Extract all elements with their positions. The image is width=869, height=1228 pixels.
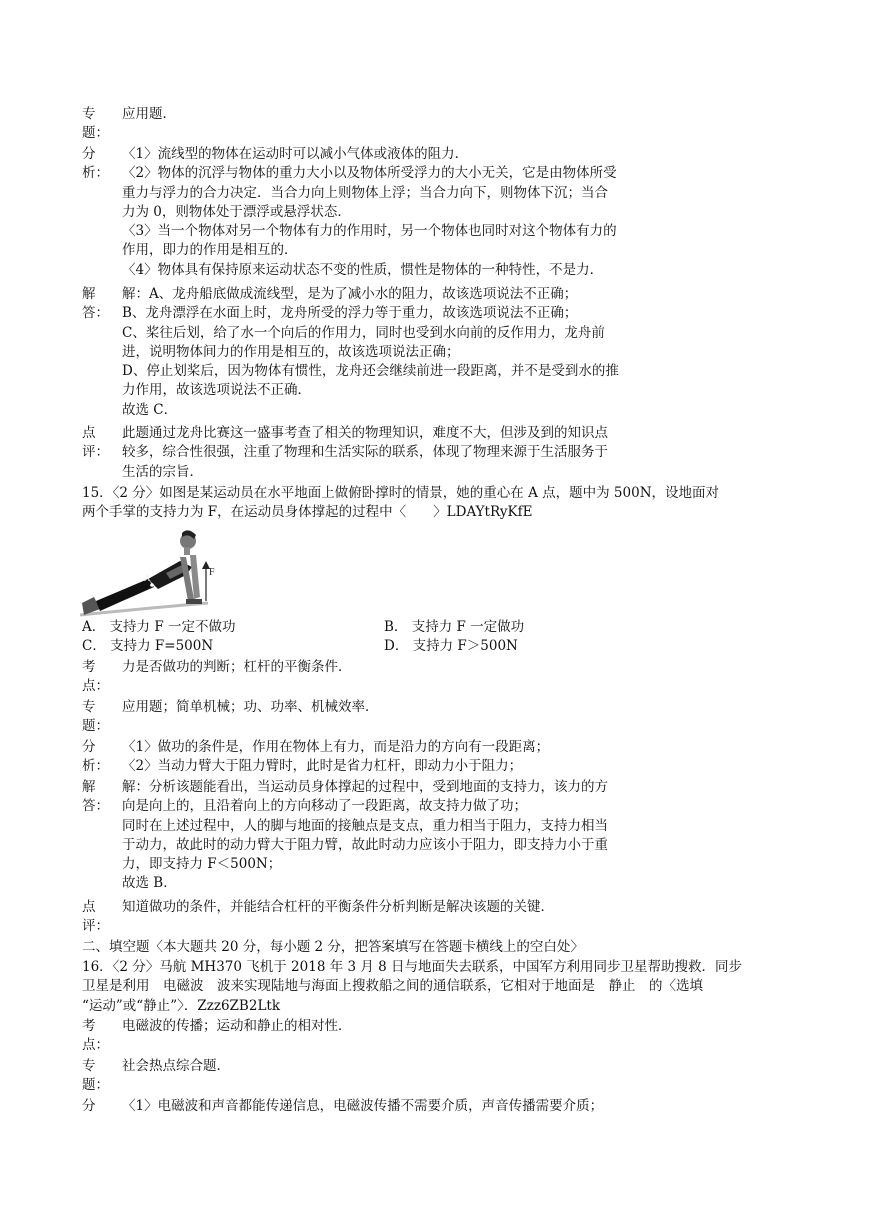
q14-topic-value: 应用题． (122, 106, 176, 122)
q14-analysis-label: 分 (82, 146, 96, 162)
q14-analysis (0, 145, 869, 280)
q15-answer-line: 向是向上的，且沿着向上的方向移动了一段距离，故支持力做了功； (122, 798, 527, 815)
q14-answer (0, 285, 869, 420)
q14-answer-line: C、桨往后划，给了水一个向后的作用力，同时也受到水向前的反作用力，龙舟前 (122, 324, 605, 341)
q14-analysis-line: 〈2〉物体的沉浮与物体的重力大小以及物体所受浮力的大小无关，它是由物体所受 (122, 165, 617, 182)
q15-analysis-line: 〈1〉做功的条件是，作用在物体上有力，而是沿力的方向有一段距离； (122, 739, 550, 755)
q14-comment-line: 较多，综合性很强，注重了物理和生活实际的联系，体现了物理来源于生活服务于 (122, 444, 608, 461)
q15-comment (0, 898, 869, 937)
q15-answer-line: 解：分析该题能看出，当运动员身体撑起的过程中，受到地面的支持力，该力的方 (122, 779, 608, 795)
q14-topic-label: 题： (82, 125, 109, 142)
q16-topic (0, 1057, 869, 1096)
q16-stem-line: “运动”或“静止”〉．Zzz6ZB2Ltk (82, 997, 281, 1014)
q16-point (0, 1017, 869, 1056)
q15-topic (0, 698, 869, 737)
section-two-heading: 二、填空题〈本大题共 20 分，每小题 2 分，把答案填写在答题卡横线上的空白处〉 (82, 939, 584, 955)
q16-point-value: 电磁波的传播；运动和静止的相对性． (122, 1018, 352, 1034)
q14-answer-line: 力作用，故该选项说法不正确． (122, 382, 311, 399)
q16-analysis (0, 1097, 869, 1116)
section-heading (0, 938, 869, 957)
q15-comment-value: 知道做功的条件，并能结合杠杆的平衡条件分析判断是解决该题的关键． (122, 899, 554, 915)
q15-analysis-label: 析： (82, 758, 109, 775)
q15-option-a: A． 支持力 F 一定不做功 (82, 619, 236, 635)
q14-answer-line: 故选 C． (122, 401, 178, 418)
pushup-figure (78, 523, 228, 621)
q15-analysis-label: 分 (82, 739, 96, 755)
figure-label-f: F (209, 567, 215, 578)
q15-answer-line: 力，即支持力 F＜500N； (122, 856, 282, 873)
q15-answer (0, 778, 869, 894)
q14-topic (0, 105, 869, 144)
q14-answer-label: 答： (82, 305, 109, 322)
q15-analysis-line: 〈2〉当动力臂大于阻力臂时，此时是省力杠杆，即动力小于阻力； (122, 758, 523, 775)
q15-options (0, 618, 869, 657)
figure-label-a: A (144, 573, 151, 583)
q14-answer-line: 进，说明物体间力的作用是相互的，故该选项说法正确； (122, 343, 460, 360)
q15-point-label: 考 (82, 659, 96, 675)
q15-point-value: 力是否做功的判断；杠杆的平衡条件． (122, 659, 352, 675)
q16-stem (0, 958, 869, 1016)
q15-comment-label: 评： (82, 918, 109, 935)
q14-answer-line: 解：A、龙舟船底做成流线型，是为了减小水的阻力，故该选项说法不正确； (122, 286, 578, 302)
q16-topic-label: 专 (82, 1058, 96, 1074)
q15-comment-label: 点 (82, 899, 96, 915)
q14-analysis-line: 力为 0，则物体处于漂浮或悬浮状态． (122, 203, 351, 220)
q14-analysis-label: 析： (82, 165, 109, 182)
q14-analysis-line: 作用，即力的作用是相互的． (122, 242, 298, 259)
q15-point (0, 658, 869, 697)
q16-analysis-line: 〈1〉电磁波和声音都能传递信息，电磁波传播不需要介质，声音传播需要介质； (122, 1098, 604, 1114)
q15-option-d: D． 支持力 F＞500N (384, 638, 518, 655)
q16-point-label: 考 (82, 1018, 96, 1034)
q14-comment-label: 点 (82, 425, 96, 441)
q16-stem-line: 卫星是利用 电磁波 波来实现陆地与海面上搜救船之间的通信联系，它相对于地面是 静止 的〈选填 (82, 978, 703, 995)
q14-analysis-line: 重力与浮力的合力决定．当合力向上则物体上浮；当合力向下，则物体下沉；当合 (122, 184, 608, 201)
q14-answer-label: 解 (82, 286, 96, 302)
q14-answer-line: D、停止划桨后，因为物体有惯性，龙舟还会继续前进一段距离，并不是受到水的推 (122, 363, 619, 380)
q14-analysis-line: 〈4〉物体具有保持原来运动状态不变的性质，惯性是物体的一种特性，不是力． (122, 261, 604, 278)
q16-stem-line: 16．〈2 分〉马航 MH370 飞机于 2018 年 3 月 8 日与地面失去联系，中国军方利用同步卫星帮助搜救．同步 (82, 959, 743, 975)
q14-comment-label: 评： (82, 444, 109, 461)
q14-comment-line: 生活的宗旨． (122, 463, 203, 480)
q15-topic-value: 应用题；简单机械；功、功率、机械效率． (122, 699, 379, 715)
q15-option-b: B． 支持力 F 一定做功 (384, 619, 525, 635)
q15-topic-label: 题： (82, 718, 109, 735)
q16-topic-label: 题： (82, 1077, 109, 1094)
q15-stem-line: 两个手掌的支持力为 F，在运动员身体撑起的过程中〈 〉LDAYtRyKfE (82, 504, 533, 521)
q16-point-label: 点： (82, 1037, 109, 1054)
q15-answer-label: 解 (82, 779, 96, 795)
q14-comment-line: 此题通过龙舟比赛这一盛事考查了相关的物理知识，难度不大，但涉及到的知识点 (122, 425, 608, 441)
q15-point-label: 点： (82, 678, 109, 695)
q14-analysis-line: 〈3〉当一个物体对另一个物体有力的作用时，另一个物体也同时对这个物体有力的 (122, 223, 617, 240)
q15-topic-label: 专 (82, 699, 96, 715)
q15-option-c: C． 支持力 F=500N (82, 638, 214, 655)
q15-analysis (0, 738, 869, 777)
q14-topic-label: 专 (82, 106, 96, 122)
q14-answer-line: B、龙舟漂浮在水面上时，龙舟所受的浮力等于重力，故该选项说法不正确； (122, 305, 578, 322)
q15-answer-line: 于动力，故此时的动力臂大于阻力臂，故此时动力应该小于阻力，即支持力小于重 (122, 836, 608, 853)
q15-answer-label: 答： (82, 798, 109, 815)
q15-answer-line: 故选 B． (122, 875, 177, 892)
q15-answer-line: 同时在上述过程中，人的脚与地面的接触点是支点，重力相当于阻力，支持力相当 (122, 817, 608, 834)
q14-analysis-line: 〈1〉流线型的物体在运动时可以减小气体或液体的阻力． (122, 146, 469, 162)
q16-analysis-label: 分 (82, 1098, 96, 1114)
q14-comment (0, 424, 869, 482)
q16-topic-value: 社会热点综合题． (122, 1058, 230, 1074)
q15-stem (0, 484, 869, 523)
q15-stem-line: 15．〈2 分〉如图是某运动员在水平地面上做俯卧撑时的情景，她的重心在 A 点，题中为 500N，设地面对 (82, 485, 720, 501)
